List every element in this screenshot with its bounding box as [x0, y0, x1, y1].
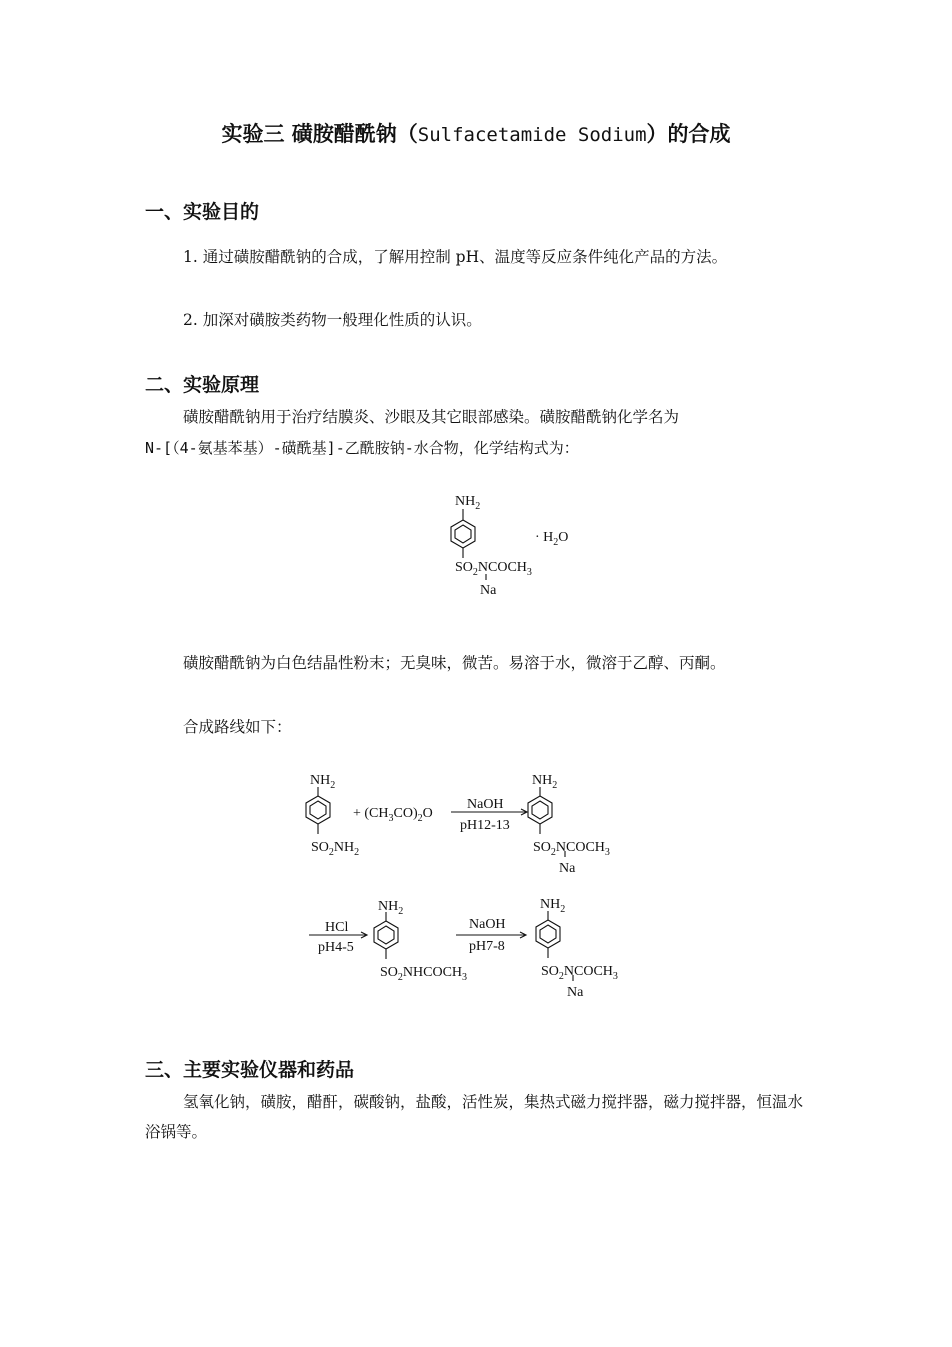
principle-para-2: 磺胺醋酰钠为白色结晶性粉末；无臭味，微苦。易溶于水，微溶于乙醇、丙酮。	[183, 654, 726, 672]
section-heading-1: 一、实验目的	[145, 201, 260, 223]
section-heading-3: 三、主要实验仪器和药品	[145, 1059, 355, 1081]
s3-na: Na	[559, 861, 576, 876]
reagent-naoh-1: NaOH	[467, 797, 504, 812]
s5-na: Na	[567, 985, 584, 1000]
s4-so2nhcoch3: $SO_2NHCOCH_3$	[380, 965, 468, 983]
s4-nh2: $NH_2$	[378, 899, 404, 917]
s2-nh2: $NH_2$	[310, 773, 336, 791]
s1-so2ncoch3: $SO_2NCOCH_3$	[455, 560, 532, 578]
s2-so2nh2: $SO_2NH_2$	[311, 840, 360, 858]
condition-ph4-5: pH4-5	[318, 940, 354, 955]
s5-so2ncoch3: $SO_2NCOCH_3$	[541, 964, 618, 982]
condition-ph12-13: pH12-13	[460, 818, 510, 833]
principle-para-1: 磺胺醋酰钠用于治疗结膜炎、沙眼及其它眼部感染。磺胺醋酰钠化学名为	[183, 408, 680, 426]
title-cn-prefix: 实验三 磺胺醋酰钠（	[221, 122, 418, 146]
acetic-anhydride: + $(CH_3CO)_2O$	[353, 806, 433, 824]
title-en: Sulfacetamide Sodium	[417, 124, 647, 146]
title-cn-suffix: ）的合成	[646, 122, 731, 146]
s3-so2ncoch3: $SO_2NCOCH_3$	[533, 840, 610, 858]
reagent-naoh-2: NaOH	[469, 917, 506, 932]
objective-item-2: 2. 加深对磺胺类药物一般理化性质的认识。	[183, 311, 482, 329]
objective-item-1: 1. 通过磺胺醋酰钠的合成，了解用控制 pH、温度等反应条件纯化产品的方法。	[183, 248, 728, 266]
s1-na: Na	[480, 583, 497, 598]
materials-para: 氢氧化钠，磺胺，醋酐，碳酸钠，盐酸，活性炭，集热式磁力搅拌器，磁力搅拌器，恒温水浴锅等。	[145, 1093, 804, 1141]
section-heading-2: 二、实验原理	[145, 374, 260, 396]
s5-nh2: $NH_2$	[540, 897, 566, 915]
s3-nh2: $NH_2$	[532, 773, 558, 791]
s1-water: · $H_2O$	[535, 530, 569, 548]
principle-para-3: 合成路线如下：	[183, 718, 292, 736]
s1-nh2: $NH_2$	[455, 494, 481, 512]
reagent-hcl: HCl	[325, 920, 349, 935]
condition-ph7-8: pH7-8	[469, 939, 505, 954]
principle-para-1b: N-[（4-氨基苯基）-磺酰基]-乙酰胺钠-水合物，化学结构式为：	[145, 439, 579, 457]
